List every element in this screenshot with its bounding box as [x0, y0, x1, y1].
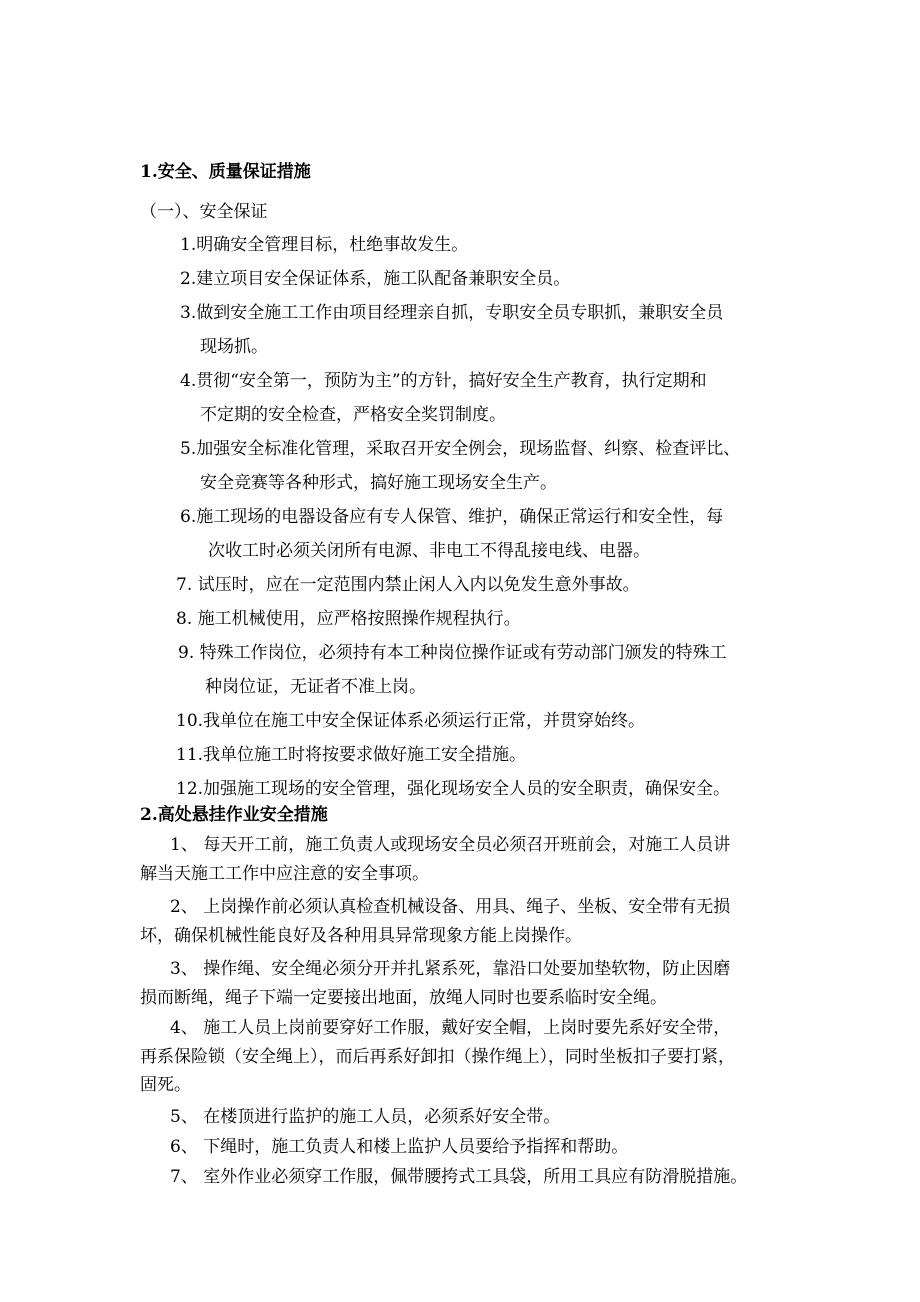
s2-item-4-cont2: 固死。	[140, 1075, 191, 1095]
s1-item-10: 10.我单位在施工中安全保证体系必须运行正常，并贯穿始终。	[176, 711, 646, 731]
section2-title: 2.高处悬挂作业安全措施	[140, 805, 328, 825]
s2-item-1: 1、 每天开工前，施工负责人或现场安全员必须召开班前会，对施工人员讲	[170, 835, 731, 855]
s1-item-4-cont: 不定期的安全检查，严格安全奖罚制度。	[200, 405, 506, 425]
s2-item-1-cont: 解当天施工工作中应注意的安全事项。	[140, 864, 429, 884]
s2-item-2: 2、 上岗操作前必须认真检查机械设备、用具、绳子、坐板、安全带有无损	[170, 897, 731, 917]
s2-item-7: 7、 室外作业必须穿工作服，佩带腰挎式工具袋，所用工具应有防滑脱措施。	[170, 1167, 748, 1187]
s2-item-3: 3、 操作绳、安全绳必须分开并扎紧系死，靠沿口处要加垫软物，防止因磨	[170, 959, 731, 979]
s1-item-3-cont: 现场抓。	[200, 337, 268, 357]
s1-item-5-cont: 安全竞赛等各种形式，搞好施工现场安全生产。	[200, 473, 557, 493]
s1-item-9-cont: 种岗位证，无证者不准上岗。	[205, 677, 426, 697]
s2-item-5: 5、 在楼顶进行监护的施工人员，必须系好安全带。	[170, 1107, 561, 1127]
s1-item-11: 11.我单位施工时将按要求做好施工安全措施。	[176, 745, 527, 765]
s2-item-6: 6、 下绳时，施工负责人和楼上监护人员要给予指挥和帮助。	[170, 1137, 629, 1157]
s1-item-8: 8. 施工机械使用，应严格按照操作规程执行。	[176, 609, 521, 629]
s2-item-2-cont: 坏，确保机械性能良好及各种用具异常现象方能上岗操作。	[140, 926, 582, 946]
s2-item-3-cont: 损而断绳，绳子下端一定要接出地面，放绳人同时也要系临时安全绳。	[140, 988, 667, 1008]
s1-item-2: 2.建立项目安全保证体系，施工队配备兼职安全员。	[180, 269, 571, 289]
s1-item-5: 5.加强安全标准化管理，采取召开安全例会，现场监督、纠察、检查评比、	[180, 439, 741, 459]
s1-item-9: 9. 特殊工作岗位，必须持有本工种岗位操作证或有劳动部门颁发的特殊工	[178, 643, 727, 663]
s1-item-12: 12.加强施工现场的安全管理，强化现场安全人员的安全职责，确保安全。	[176, 779, 731, 799]
s2-item-4: 4、 施工人员上岗前要穿好工作服，戴好安全帽，上岗时要先系好安全带，	[170, 1018, 731, 1038]
section1-title: 1.安全、质量保证措施	[140, 162, 311, 182]
section1-subtitle: （一）、安全保证	[140, 202, 268, 222]
s1-item-3: 3.做到安全施工工作由项目经理亲自抓，专职安全员专职抓，兼职安全员	[180, 303, 724, 323]
s1-item-6-cont: 次收工时必须关闭所有电源、非电工不得乱接电线、电器。	[208, 541, 650, 561]
s1-item-4: 4.贯彻“安全第一，预防为主”的方针，搞好安全生产教育，执行定期和	[180, 371, 707, 391]
s1-item-1: 1.明确安全管理目标，杜绝事故发生。	[180, 235, 469, 255]
s2-item-4-cont: 再系保险锁（安全绳上），而后再系好卸扣（操作绳上），同时坐板扣子要打紧，	[140, 1047, 735, 1067]
s1-item-6: 6.施工现场的电器设备应有专人保管、维护，确保正常运行和安全性，每	[180, 507, 724, 527]
s1-item-7: 7. 试压时，应在一定范围内禁止闲人入内以免发生意外事故。	[176, 575, 640, 595]
